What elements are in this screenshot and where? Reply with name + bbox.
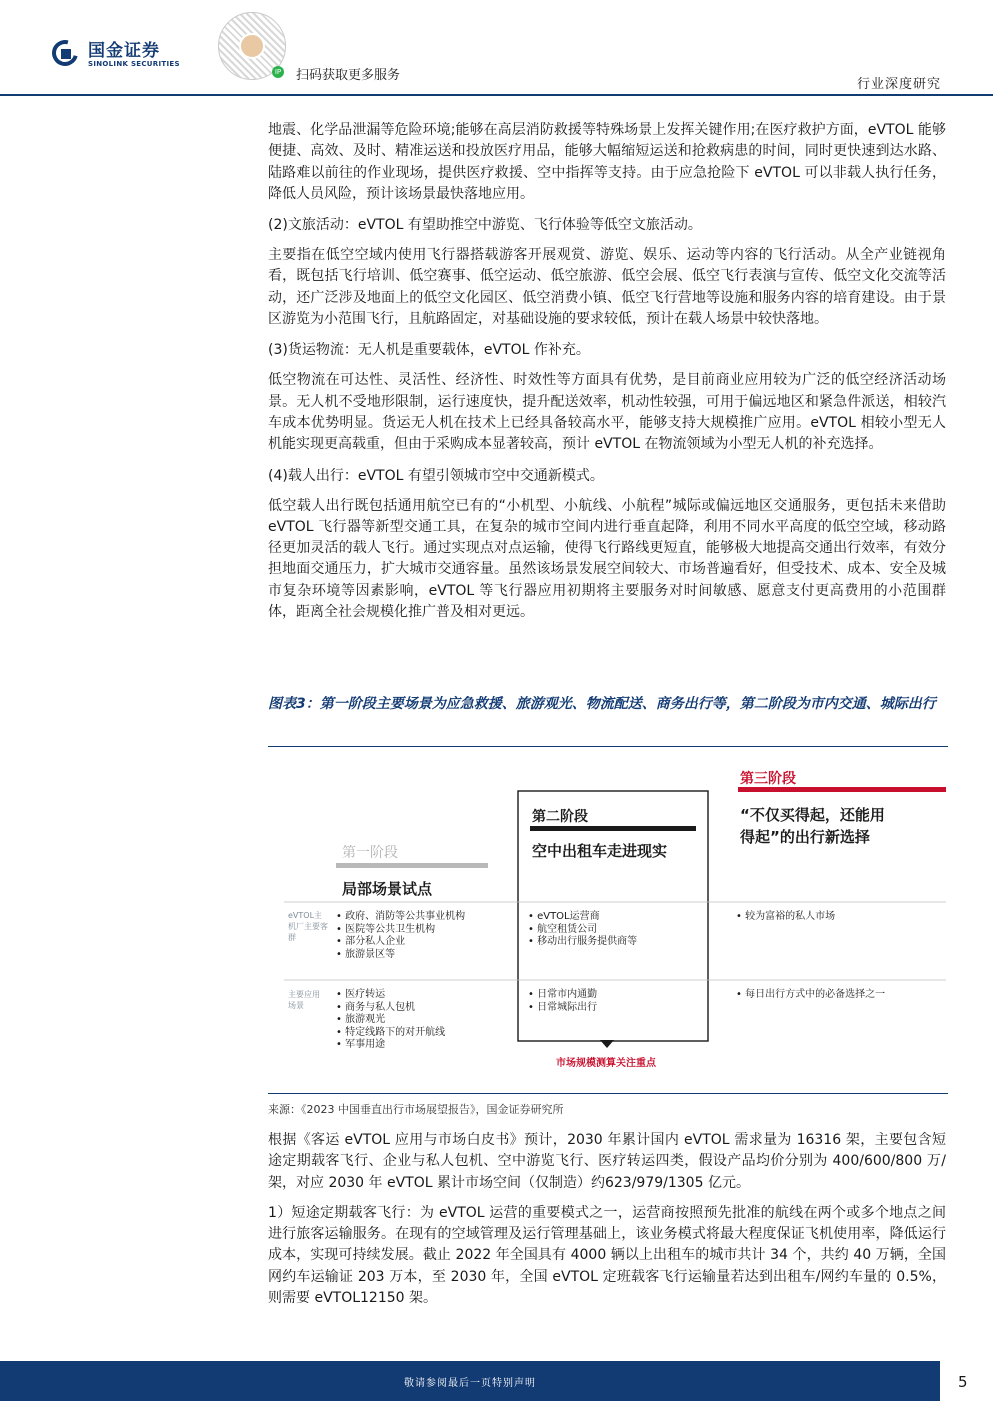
list-item: • 特定线路下的对开航线: [336, 1027, 445, 1040]
heading-logistics: (3)货运物流：无人机是重要载体，eVTOL 作补充。: [268, 342, 590, 359]
report-type: 行业深度研究: [856, 77, 941, 92]
stage2-title: 空中出租车走进现实: [532, 842, 668, 860]
stage3-title-line1: “不仅买得起，还能用: [740, 806, 885, 824]
list-item: • 政府、消防等公共事业机构: [336, 911, 465, 924]
stage3-customers: [736, 911, 835, 924]
list-item: • 商务与私人包机: [336, 1002, 445, 1015]
logo-cn-text: 国金证券: [88, 40, 160, 61]
stage1-customers: [336, 911, 465, 961]
list-item: • 移动出行服务提供商等: [528, 936, 637, 949]
stage1-scenes: [336, 989, 445, 1052]
row-label-customers: [288, 910, 328, 943]
paragraph-scheduled-flight: 1）短途定期载客飞行：为 eVTOL 运营的重要模式之一，运营商按照预先批准的航线在两个或多个地点之间进行旅客运输服务。在现有的空域管理及运行管理基础上，该业务模式将最大程度保证飞机使用率，降低运行成本，实现可持续发展。截止 2022 年全国具有 4000 辆以上出租车的城市共计 34 个，共约 40 万辆，全国网约车运输证 203 万本，至 2030 年，全国 eVTOL 定班载客飞行运输量若达到出租车/网约车量的 0.5%，则需要 eVTOL12150 架。: [268, 1204, 946, 1307]
main-content: [268, 120, 946, 623]
list-item: • 航空租赁公司: [528, 924, 637, 937]
heading-passenger: (4)载人出行：eVTOL 有望引领城市空中交通新模式。: [268, 467, 604, 484]
footer-disclaimer[interactable]: 敬请参阅最后一页特别声明: [404, 1378, 536, 1389]
list-item: • 医院等公共卫生机构: [336, 924, 465, 937]
paragraph-tourism: 主要指在低空空域内使用飞行器搭载游客开展观赏、游览、娱乐、运动等内容的飞行活动。从全产业链视角看，既包括飞行培训、低空赛事、低空运动、低空旅游、低空会展、低空飞行表演与宣传、低空文化交流等活动，还广泛涉及地面上的低空文化园区、低空消费小镇、低空飞行营地等设施和服务内容的培育建设。由于景区游览为小范围飞行，且航路固定，对基础设施的要求较低，预计在载人场景中较快落地。: [268, 247, 946, 328]
list-item: • 较为富裕的私人市场: [736, 911, 835, 924]
row1-label-line: 群: [288, 933, 296, 942]
list-item: • 日常市内通勤: [528, 989, 597, 1002]
paragraph-market-size: 根据《客运 eVTOL 应用与市场白皮书》预计，2030 年累计国内 eVTOL 需求量为 16316 架，主要包含短途定期载客飞行、企业与私人包机、空中游览飞行、医疗转运四类，假设产品均价分别为 400/600/800 万/架，对应 2030 年 eVTOL 累计市场空间（仅制造）约623/979/1305 亿元。: [268, 1132, 946, 1191]
list-item: • 军事用途: [336, 1039, 445, 1052]
row1-label-line: eVTOL主: [288, 911, 323, 920]
stage2-customers: [528, 911, 637, 949]
paragraph-emergency: 地震、化学品泄漏等危险环境;能够在高层消防救援等特殊场景上发挥关键作用;在医疗救护方面，eVTOL 能够便捷、高效、及时、精准运送和投放医疗用品，能够大幅缩短运送和抢救病患的时间，同时更快速到达水路、陆路难以前往的作业现场，提供医疗救援、空中指挥等支持。由于应急抢险下 eVTOL 可以非载人执行任务，降低人员风险，预计该场景最快落地应用。: [268, 122, 946, 202]
row2-label-line: 场景: [288, 1001, 304, 1010]
list-item: • 旅游景区等: [336, 949, 465, 962]
list-item: • eVTOL运营商: [528, 911, 637, 924]
paragraph-passenger: 低空载人出行既包括通用航空已有的“小机型、小航线、小航程”城际或偏远地区交通服务，更包括未来借助 eVTOL 飞行器等新型交通工具，在复杂的城市空间内进行垂直起降，利用不同水平高度的低空空域，移动路径更加灵活的载人飞行。通过实现点对点运输，使得飞行路线更短直，能够极大地提高交通出行效率，有效分担地面交通压力，扩大城市交通容量。虽然该场景发展空间较大、市场普遍看好，但受技术、成本、安全及城市复杂环境等因素影响，eVTOL 等飞行器应用初期将主要服务对时间敏感、愿意支付更高费用的小范围群体，距离全社会规模化推广普及相对更远。: [268, 497, 946, 621]
page-header: [0, 0, 993, 96]
scan-prompt: 扫码获取更多服务: [296, 68, 401, 83]
row2-label-line: 主要应用: [288, 990, 320, 999]
heading-tourism: (2)文旅活动：eVTOL 有望助推空中游览、飞行体验等低空文旅活动。: [268, 217, 702, 234]
stage3-scenes: [736, 989, 885, 1002]
stage-diagram: [284, 760, 946, 1080]
stage3-title: [740, 804, 885, 848]
stage3-title-line2: 得起”的出行新选择: [740, 828, 870, 846]
stage1-title: 局部场景试点: [342, 880, 433, 898]
logo-en-text: SINOLINK SECURITIES: [88, 59, 180, 68]
figure-source: 来源：《2023 中国垂直出行市场展望报告》，国金证券研究所: [268, 1103, 564, 1116]
list-item: • 医疗转运: [336, 989, 445, 1002]
header-divider: [0, 94, 993, 96]
list-item: • 旅游观光: [336, 1014, 445, 1027]
figure-bottom-rule: [268, 1093, 948, 1094]
stage2-scenes: [528, 989, 597, 1014]
stage2-name: 第二阶段: [532, 809, 588, 825]
list-item: • 部分私人企业: [336, 936, 465, 949]
main-content-lower: [268, 1130, 946, 1309]
list-item: • 日常城际出行: [528, 1002, 597, 1015]
list-item: • 每日出行方式中的必备选择之一: [736, 989, 885, 1002]
qr-badge-icon: IP: [272, 66, 284, 78]
focus-label: 市场规模测算关注重点: [556, 1058, 656, 1069]
figure-top-rule: [268, 746, 948, 747]
row-label-scenes: [288, 989, 320, 1011]
paragraph-logistics: 低空物流在可达性、灵活性、经济性、时效性等方面具有优势，是目前商业应用较为广泛的低空经济活动场景。无人机不受地形限制，运行速度快，提升配送效率，机动性较强，可用于偏远地区和紧急件派送，相较汽车成本优势明显。货运无人机在技术上已经具备较高水平，能够支持大规模推广应用。eVTOL 相较小型无人机能实现更高载重，但由于采购成本显著较高，预计 eVTOL 在物流领域为小型无人机的补充选择。: [268, 372, 946, 453]
row1-label-line: 机厂主要客: [288, 922, 328, 931]
stage3-name: 第三阶段: [740, 771, 796, 787]
figure-caption: 图表3：第一阶段主要场景为应急救援、旅游观光、物流配送、商务出行等，第二阶段为市内交通、城际出行: [268, 696, 936, 712]
company-logo: [52, 40, 180, 70]
stage1-name: 第一阶段: [342, 845, 398, 861]
logo-mark-icon: [52, 40, 82, 70]
page-number: 5: [958, 1373, 968, 1391]
